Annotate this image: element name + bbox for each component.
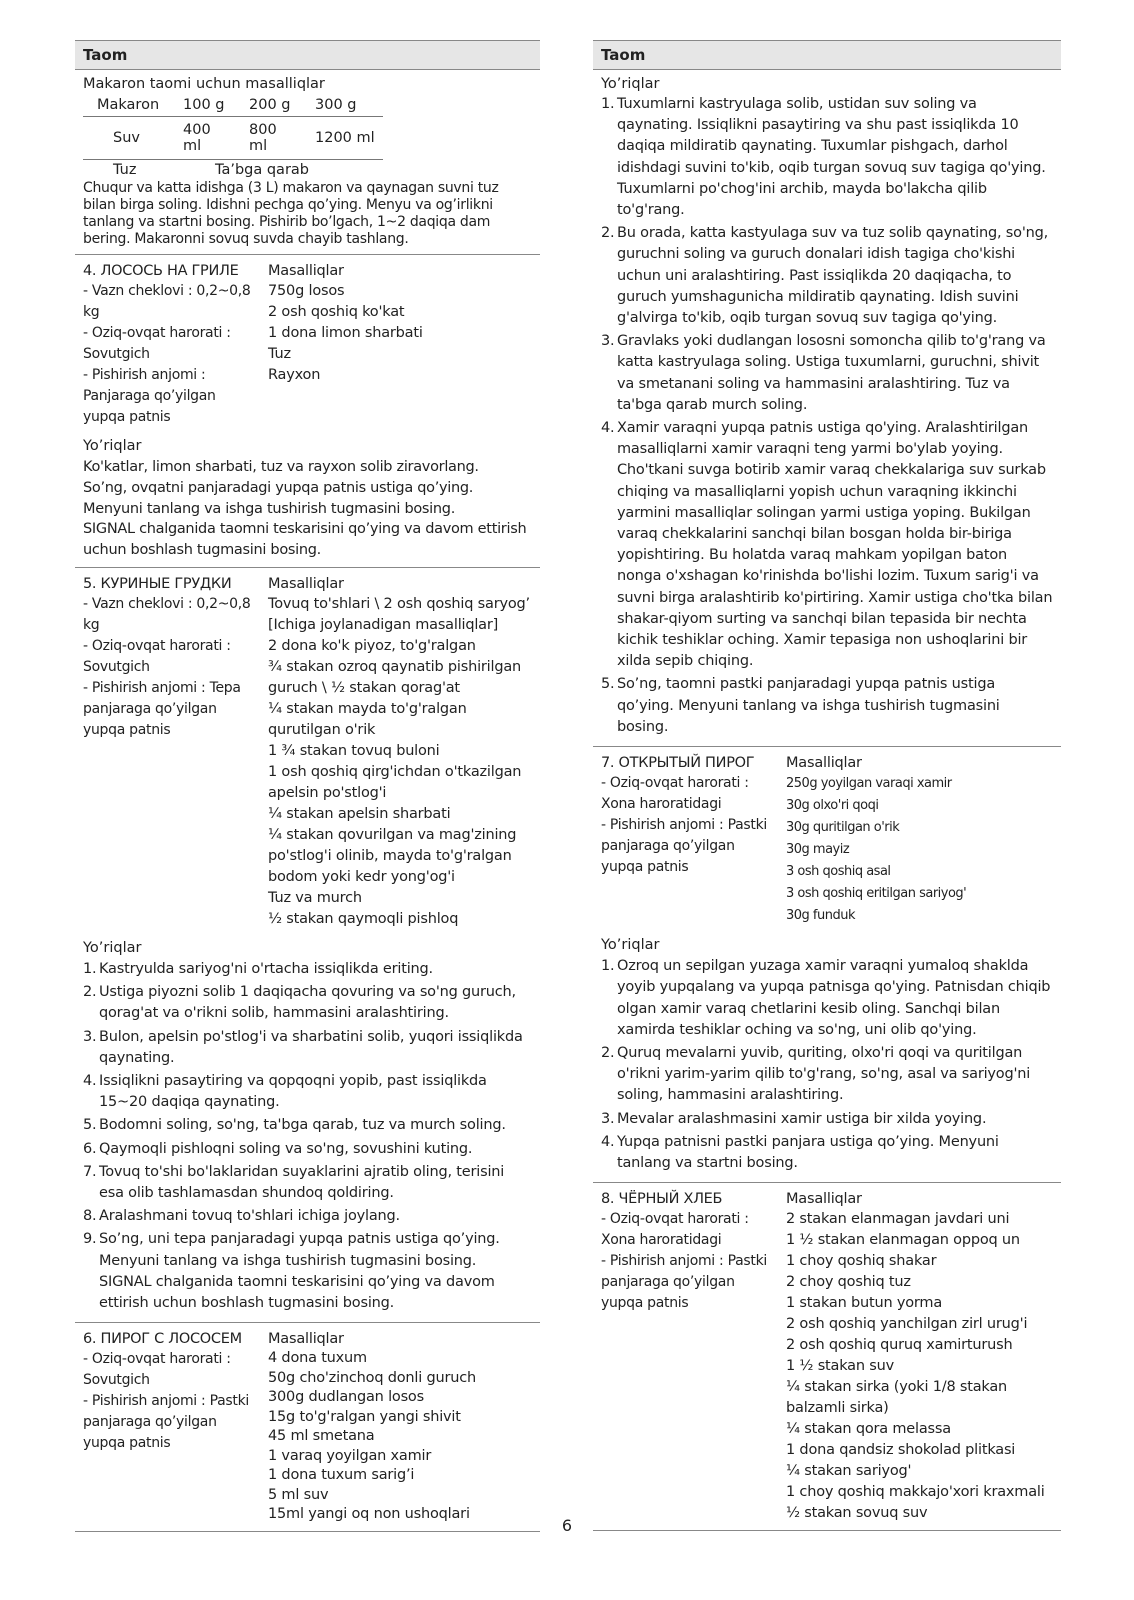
ingredient: 15ml yangi oq non ushoqlari <box>268 1506 470 1523</box>
ingredient: 15g to'g'ralgan yangi shivit <box>268 1408 461 1425</box>
step-text: Tovuq to'shi bo'laklaridan suyaklarini ajratib oling, terisini esa olib tashlamasdan shundoq qoldiring. <box>99 1163 505 1202</box>
ingredient: [Ichiga joylanadigan masalliqlar] <box>268 616 499 633</box>
step <box>601 956 1053 1041</box>
section-7 <box>593 747 1061 1183</box>
section-6-title: 6. ПИРОГ С ЛОСОСЕМ <box>83 1331 242 1348</box>
ingredient: 1 ¾ stakan tovuq buloni <box>268 742 440 759</box>
section-7-title: 7. ОТКРЫТЫЙ ПИРОГ <box>601 755 755 772</box>
ingredient: bodom yoki kedr yong'og'i <box>268 868 455 885</box>
info-line: Xona haroratidagi <box>601 1232 722 1249</box>
ingredient: 1 choy qoshiq makkajo'xori kraxmali <box>786 1484 1045 1501</box>
step <box>83 1162 532 1204</box>
step-number: 3. <box>83 1028 97 1045</box>
step <box>601 1109 1053 1130</box>
ingredient: 2 dona ko'k piyoz, to'g'ralgan <box>268 637 476 654</box>
info-line: panjaraga qo’yilgan <box>601 838 735 855</box>
step-number: 1. <box>83 960 97 977</box>
ingredient: 1 osh qoshiq qirg'ichdan o'tkazilgan <box>268 763 522 780</box>
step-text: So’ng, uni tepa panjaradagi yupqa patnis ustiga qo’ying. Menyuni tanlang va ishga tushirish tugmasini bosing. SIGNAL chalganida taomni teskarisini qo’ying va davom ettirish uchun boshlash tugmasini bosing. <box>99 1231 500 1312</box>
section-4-title: 4. ЛОСОСЬ НА ГРИЛЕ <box>83 263 239 279</box>
ingredient: 1 dona tuxum sarig’i <box>268 1467 415 1484</box>
ingredient: 50g cho'zinchoq donli guruch <box>268 1369 476 1386</box>
ingredient: ½ stakan sovuq suv <box>786 1505 928 1522</box>
section-5-steps <box>83 959 532 1314</box>
left-column <box>75 40 540 1532</box>
ingredient: guruch \ ½ stakan qorag'at <box>268 679 460 696</box>
step-text: Xamir varaqni yupqa patnis ustiga qo'ying. Aralashtirilgan masalliqlarni xamir varaqni teng yarmi bo'ylab yoying. Cho'tkani suvga botirib xamir varaq chekkalariga suv surkab chiqing va masalliqlarni yopish uchun varaqning ikkinchi yarmini masalliqlar solingan yarmi ustiga yoping. Bukilgan varaq chekkalarini sanchqi bilan bosgan holda bir-biriga yopishtiring. Bu holatda varaq mahkam yopilgan baton nonga o'xshagan ko'rinishda bo'lishi lozim. Tuxum sarig'i va suvni birga aralashtirib ko'pirtiring. Xamir ustiga cho'tka bilan shakar-qiyom surting va sanchqi bilan tepasida bir nechta kichik teshiklar oching. Xamir tepasiga non ushoqlarini bir xilda sepib chiqing. <box>617 420 1053 670</box>
step-text: Kastryulda sariyog'ni o'rtacha issiqlikda eriting. <box>99 960 433 977</box>
step-text: Ozroq un sepilgan yuzaga xamir varaqni yumaloq shaklda yoyib yupqalang va yupqa patnisga qo'ying. Patnisdan chiqib olgan xamir varaq chetlarini kesib oling. Sanchqi bilan xamirda teshiklar oching va so'ng, uni olib qo'ying. <box>617 958 1051 1038</box>
makaron-table <box>83 94 383 180</box>
left-header: Taom <box>75 40 540 70</box>
info-line: - Pishirish anjomi : Pastki <box>83 1393 249 1410</box>
ingredient: 30g funduk <box>786 908 856 924</box>
step <box>601 94 1053 221</box>
section-6-steps <box>601 94 1053 738</box>
makaron-title: Makaron taomi uchun masalliqlar <box>83 76 325 92</box>
step-text: Bodomni soling, so'ng, ta'bga qarab, tuz va murch soling. <box>99 1117 506 1134</box>
info-line: panjaraga qo’yilgan <box>83 1414 217 1431</box>
step-number: 4. <box>601 420 615 437</box>
info-line: Sovutgich <box>83 346 150 362</box>
instruction-line: Ko'katlar, limon sharbati, tuz va rayxon solib ziravorlang. <box>83 459 479 475</box>
ingredient: 3 osh qoshiq asal <box>786 864 891 880</box>
ingredient: 2 osh qoshiq yanchilgan zirl urug'i <box>786 1316 1028 1333</box>
section-4-info <box>83 281 268 428</box>
ingredient: apelsin po'stlog'i <box>268 784 387 801</box>
info-line: - Oziq-ovqat harorati : <box>601 1211 749 1228</box>
step-number: 5. <box>83 1117 97 1134</box>
section-5 <box>75 568 540 1323</box>
step-text: Issiqlikni pasaytiring va qopqoqni yopib, past issiqlikda 15~20 daqiqa qaynating. <box>99 1073 487 1111</box>
info-line: yupqa patnis <box>83 1435 171 1452</box>
step <box>601 331 1053 416</box>
section-8 <box>593 1183 1061 1531</box>
step-text: Mevalar aralashmasini xamir ustiga bir xilda yoying. <box>617 1110 987 1127</box>
mk-cell: 100 g <box>175 94 241 117</box>
section-5-yo-title: Yo’riqlar <box>83 939 142 956</box>
step-text: Ustiga piyozni solib 1 daqiqacha qovuring va so'ng guruch, qorag'at va o'rikni solib, hammasini aralashtiring. <box>99 984 516 1022</box>
ingredient: 30g mayiz <box>786 842 850 858</box>
info-line: - Vazn cheklovi : 0,2~0,8 kg <box>83 595 251 633</box>
step-text: Qaymoqli pishloqni soling va so'ng, sovushini kuting. <box>99 1140 473 1157</box>
step-text: Tuxumlarni kastryulaga solib, ustidan suv soling va qaynating. Issiqlikni pasaytiring va shu past issiqlikda 10 daqiqa mildiratib qaynating. Tuxumlar pishgach, darhol idishdagi suvini to'kib, oqib turgan sovuq suv tagiga qo'ying. Tuxumlarni po'chog'ini archib, mayda bo'lakcha qilib to'g'rang. <box>617 96 1046 219</box>
instruction-line: So’ng, ovqatni panjaradagi yupqa patnis ustiga qo’ying. <box>83 479 474 496</box>
section-4-yo-title: Yo’riqlar <box>83 438 142 454</box>
info-line: Panjaraga qo’yilgan <box>83 388 216 404</box>
ingredient: 3 osh qoshiq eritilgan sariyog' <box>786 886 967 902</box>
right-column <box>593 40 1061 1531</box>
step <box>601 223 1053 329</box>
info-line: - Oziq-ovqat harorati : <box>601 775 749 792</box>
section-8-title: 8. ЧЁРНЫЙ ХЛЕБ <box>601 1191 723 1208</box>
right-header: Taom <box>593 40 1061 70</box>
ingredient: balzamli sirka) <box>786 1400 889 1417</box>
ingredient: Rayxon <box>268 367 321 383</box>
step-text: Gravlaks yoki dudlangan lososni somoncha qilib to'g'rang va katta kastryulaga soling. Ustiga tuxumlarni, guruchni, shivit va smetanani soling va hammasini aralashtiring. Tuz va ta'bga qarab murch soling. <box>617 333 1046 413</box>
ingredient: 750g losos <box>268 283 345 299</box>
step <box>83 1139 532 1160</box>
mk-cell: Suv <box>83 117 175 160</box>
step-number: 2. <box>83 984 97 1001</box>
ingredient: 4 dona tuxum <box>268 1350 367 1367</box>
ingredient: 2 osh qoshiq quruq xamirturush <box>786 1337 1013 1354</box>
ingredient: 5 ml suv <box>268 1486 329 1503</box>
info-line: Sovutgich <box>83 1372 150 1389</box>
mk-cell: 1200 ml <box>307 117 383 160</box>
info-line: - Pishirish anjomi : Pastki <box>601 1253 767 1270</box>
step <box>83 959 532 980</box>
ingredient: 1 varaq yoyilgan xamir <box>268 1447 432 1464</box>
ingredient: ½ stakan qaymoqli pishloq <box>268 910 459 927</box>
step-number: 3. <box>601 333 615 350</box>
ingredient: 1 ½ stakan elanmagan oppoq un <box>786 1232 1020 1249</box>
mk-cell: Tuz <box>113 162 137 178</box>
section-6 <box>75 1323 540 1532</box>
makaron-text: Chuqur va katta idishga (3 L) makaron va qaynagan suvni tuz bilan birga soling. Idishni pechga qo’ying. Menyu va og’irlikni tanlang va startni bosing. Pishirib bo’lgach, 1~2 daqiqa dam bering. Makaronni sovuq suvda chayib tashlang. <box>83 180 499 247</box>
ingredient: 30g quritilgan o'rik <box>786 820 900 836</box>
info-line: - Pishirish anjomi : Pastki <box>601 817 767 834</box>
ingredient: ¼ stakan sariyog' <box>786 1463 912 1480</box>
ingredient: ¼ stakan apelsin sharbati <box>268 805 451 822</box>
instruction-line: SIGNAL chalganida taomni teskarisini qo’ying va davom ettirish <box>83 521 527 538</box>
ingredient: ¾ stakan ozroq qaynatib pishirilgan <box>268 658 522 675</box>
info-line: yupqa patnis <box>601 1295 689 1312</box>
ingredient: Tuz va murch <box>268 889 362 906</box>
ingredient: 45 ml smetana <box>268 1428 375 1445</box>
step <box>83 1229 532 1314</box>
info-line: - Oziq-ovqat harorati : <box>83 1351 231 1368</box>
section-7-steps <box>601 956 1053 1174</box>
info-line: - Oziq-ovqat harorati : <box>83 637 231 654</box>
info-line: - Pishirish anjomi : Tepa <box>83 679 241 696</box>
step <box>601 674 1053 738</box>
info-line: - Pishirish anjomi : <box>83 367 206 383</box>
step-number: 5. <box>601 676 615 693</box>
info-line: Xona haroratidagi <box>601 796 722 813</box>
step-number: 9. <box>83 1231 97 1248</box>
step-text: Aralashmani tovuq to'shlari ichiga joylang. <box>99 1208 400 1225</box>
step-number: 7. <box>83 1163 97 1180</box>
mk-cell: Ta’bga qarab <box>215 162 309 178</box>
ingredient: 2 stakan elanmagan javdari uni <box>786 1211 1010 1228</box>
step-number: 8. <box>83 1208 97 1225</box>
step-number: 1. <box>601 96 615 112</box>
ingredient: 1 dona limon sharbati <box>268 325 423 341</box>
page-number: 6 <box>561 1516 573 1535</box>
mk-cell: 800 ml <box>241 117 307 160</box>
ingredient: 2 choy qoshiq tuz <box>786 1274 911 1291</box>
info-line: - Oziq-ovqat harorati : <box>83 325 231 341</box>
ingredient: ¼ stakan qora melassa <box>786 1421 951 1438</box>
step-text: Bulon, apelsin po'stlog'i va sharbatini solib, yuqori issiqlikda qaynating. <box>99 1028 523 1066</box>
info-line: yupqa patnis <box>601 859 689 876</box>
section-6-ing-title: Masalliqlar <box>268 1331 344 1348</box>
step-number: 4. <box>601 1133 615 1150</box>
instruction-line: Menyuni tanlang va ishga tushirish tugmasini bosing. <box>83 500 455 517</box>
instruction-line: uchun boshlash tugmasini bosing. <box>83 542 321 559</box>
section-8-ing-title: Masalliqlar <box>786 1191 862 1208</box>
ingredient: ¼ stakan sirka (yoki 1/8 stakan <box>786 1379 1008 1396</box>
mk-cell: 400 ml <box>175 117 241 160</box>
step-number: 1. <box>601 958 615 975</box>
ingredient: ¼ stakan mayda to'g'ralgan <box>268 700 467 717</box>
mk-cell: 200 g <box>241 94 307 117</box>
makaron-section <box>75 70 540 255</box>
section-4-instructions <box>83 457 532 561</box>
step-text: Yupqa patnisni pastki panjara ustiga qo’ying. Menyuni tanlang va startni bosing. <box>617 1133 999 1171</box>
step-number: 6. <box>83 1140 97 1157</box>
step <box>83 1115 532 1136</box>
info-line: - Vazn cheklovi : 0,2~0,8 kg <box>83 283 251 320</box>
section-4-ing-title: Masalliqlar <box>268 263 344 279</box>
info-line: panjaraga qo’yilgan <box>83 700 217 717</box>
info-line: Sovutgich <box>83 658 150 675</box>
ingredient: qurutilgan o'rik <box>268 721 376 738</box>
ingredient: 1 stakan butun yorma <box>786 1295 943 1312</box>
ingredient: po'stlog'i olinib, mayda to'g'ralgan <box>268 847 512 864</box>
step <box>83 1027 532 1069</box>
step <box>83 1206 532 1227</box>
info-line: panjaraga qo’yilgan <box>601 1274 735 1291</box>
step <box>601 1043 1053 1107</box>
step-text: So’ng, taomni pastki panjaradagi yupqa patnis ustiga qo’ying. Menyuni tanlang va ishga tushirish tugmasini bosing. <box>617 676 1000 735</box>
step-number: 4. <box>83 1073 97 1089</box>
section-6-continued <box>593 70 1061 747</box>
ingredient: 1 choy qoshiq shakar <box>786 1253 937 1270</box>
section-5-ing-title: Masalliqlar <box>268 575 344 592</box>
step <box>83 1071 532 1113</box>
ingredient: Tuz <box>268 346 291 362</box>
section-4 <box>75 255 540 568</box>
ingredient: Tovuq to'shlari \ 2 osh qoshiq saryog’ <box>268 595 530 612</box>
ingredient: ¼ stakan qovurilgan va mag'zining <box>268 826 517 843</box>
mk-cell: Makaron <box>83 94 175 117</box>
section-5-title: 5. КУРИНЫЕ ГРУДКИ <box>83 575 232 592</box>
step-number: 2. <box>601 225 615 242</box>
step <box>601 1132 1053 1174</box>
info-line: yupqa patnis <box>83 721 171 738</box>
section-7-ing-title: Masalliqlar <box>786 755 862 772</box>
section-6-yo-title: Yo’riqlar <box>601 76 660 92</box>
mk-cell: 300 g <box>307 94 383 117</box>
ingredient: 300g dudlangan losos <box>268 1389 424 1406</box>
step-number: 2. <box>601 1044 615 1061</box>
step <box>83 982 532 1024</box>
step-text: Bu orada, katta kastyulaga suv va tuz solib qaynating, so'ng, guruchni soling va guruch donalari idish tagiga cho'kishi uchun uni aralashtiring. Past issiqlikda 20 daqiqacha, to guruch yumshagunicha mildiratib qaynating. Idish suvini g'alvirga to'kib, oqib turgan sovuq suv tagiga qo'ying. <box>617 225 1049 327</box>
step-number: 3. <box>601 1110 615 1127</box>
step <box>601 418 1053 672</box>
ingredient: 30g olxo'ri qoqi <box>786 798 879 814</box>
step-text: Quruq mevalarni yuvib, quriting, olxo'ri qoqi va quritilgan o'rikni yarim-yarim qilib to'g'rang, so'ng, asal va sariyog'ni soling, hammasini aralashtiring. <box>617 1044 1031 1104</box>
ingredient: 2 osh qoshiq ko'kat <box>268 304 405 320</box>
ingredient: 1 ½ stakan suv <box>786 1358 894 1375</box>
ingredient: 250g yoyilgan varaqi xamir <box>786 776 952 792</box>
ingredient: 1 dona qandsiz shokolad plitkasi <box>786 1442 1016 1459</box>
info-line: yupqa patnis <box>83 409 171 425</box>
section-7-yo-title: Yo’riqlar <box>601 937 660 954</box>
